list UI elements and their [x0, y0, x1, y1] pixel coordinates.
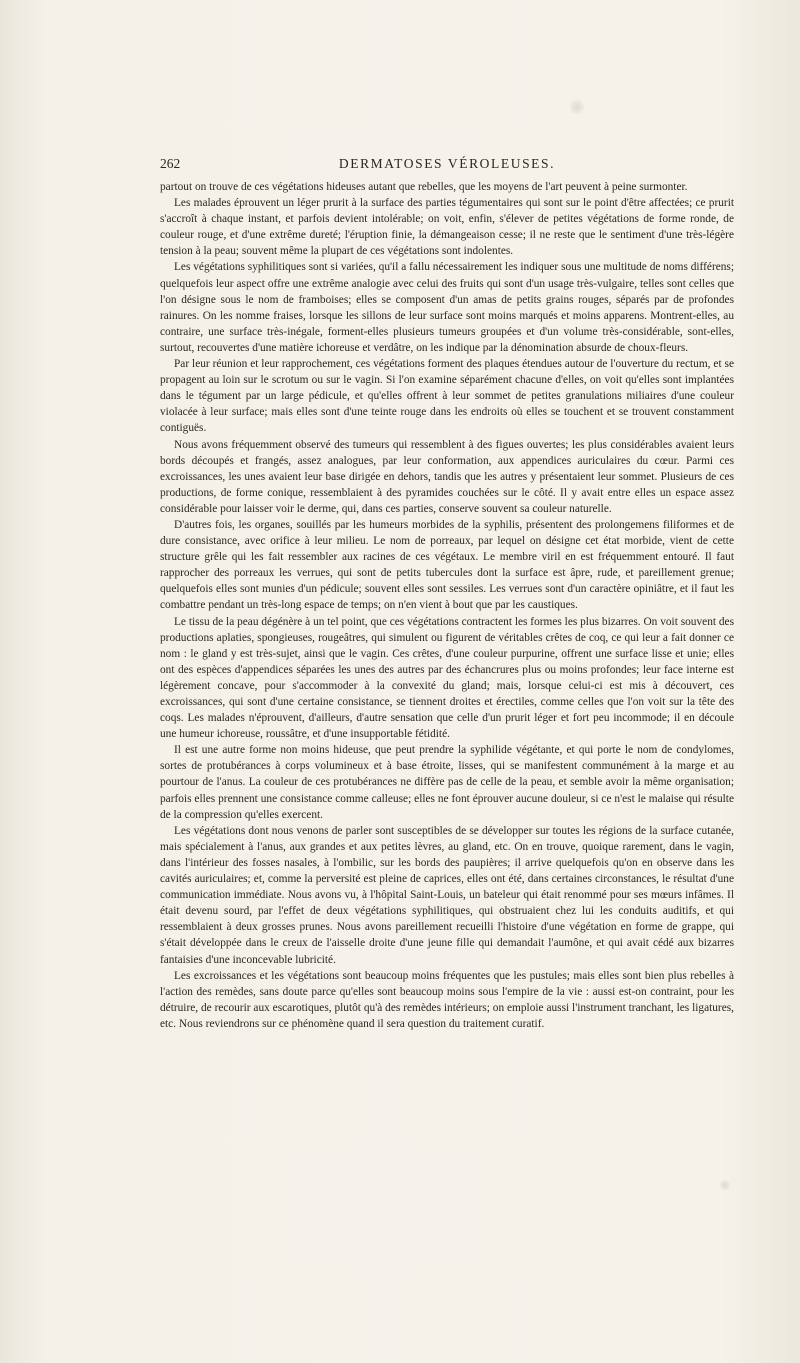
paragraph: Par leur réunion et leur rapprochement, ces végétations forment des plaques étendues autour de l'ouverture du rectum, et se propagent au loin sur le scrotum ou sur le vagin. Si l'on examine séparément chacune d'elles, on voit qu'elles sont implantées dans le tégument par un large pédicule, et qu'elles offrent à leur sommet de petites granulations miliaires d'une couleur violacée à leur surface; mais elles sont d'une teinte rouge dans les endroits où elles se touchent et se trouvent constamment contiguës.	[160, 358, 734, 435]
paragraph: Les excroissances et les végétations sont beaucoup moins fréquentes que les pustules; mais elles sont bien plus rebelles à l'action des remèdes, sans doute parce qu'elles sont beaucoup moins sous l'empire de la vie : aussi est-on contraint, pour les détruire, de recourir aux escarotiques, plutôt qu'à des remèdes intérieurs; on emploie aussi l'instrument tranchant, les ligatures, etc. Nous reviendrons sur ce phénomène quand il sera question du traitement curatif.	[160, 969, 734, 1030]
running-title: DERMATOSES VÉROLEUSES.	[338, 156, 556, 171]
paragraph: Les végétations dont nous venons de parler sont susceptibles de se développer sur toutes les régions de la surface cutanée, mais spécialement à l'anus, aux grandes et aux petites lèvres, au gland, etc. On en trouve, quoique rarement, dans le vagin, dans l'intérieur des fosses nasales, à l'ombilic, sur les bords des paupières; il arrive quelquefois qu'on en observe dans les cavités auriculaires; et, comme la perversité est pleine de caprices, elles ont été, dans certaines circonstances, le résultat d'une communication immédiate. Nous avons vu, à l'hôpital Saint-Louis, un bateleur qui était renommé pour ses mœurs infâmes. Il était devenu sourd, par l'effet de deux végétations syphilitiques, qui obstruaient chez lui les conduits auditifs, et qui ressemblaient à deux grosses prunes. Nous avons pareillement recueilli l'histoire d'une végétation en forme de grappe, qui s'était développée dans le creux de l'aisselle droite d'une jeune fille qui demandait l'aumône, et qui avait cédé aux bizarres fantaisies d'une inconcevable lubricité.	[160, 824, 734, 966]
paragraph: Nous avons fréquemment observé des tumeurs qui ressemblent à des figues ouvertes; les plus considérables avaient leurs bords découpés et frangés, assez analogues, par leur conformation, aux appendices auriculaires du cœur. Parmi ces excroissances, les unes avaient leur base dirigée en dehors, tandis que les autres y présentaient leur sommet. Plusieurs de ces productions, de forme conique, ressemblaient à des pyramides couchées sur le côté. Il y avait entre elles un espace assez considérable pour laisser voir le derme, qui, dans ces parties, conserve souvent sa couleur naturelle.	[160, 438, 734, 515]
page-number: 262	[160, 156, 181, 171]
paragraph: Les végétations syphilitiques sont si variées, qu'il a fallu nécessairement les indiquer sous une multitude de noms différens; quelquefois leur aspect offre une extrême analogie avec celui des fruits qui sont d'un usage très-vulgaire, telles sont celles que l'on désigne sous le nom de framboises; elles se composent d'un amas de petits grains rouges, séparés par de profondes rainures. On les nomme fraises, lorsque les sillons de leur surface sont moins marqués et moins apparens. Montrent-elles, au contraire, une surface très-inégale, forment-elles plusieurs tumeurs groupées et d'un volume très-considérable, sont-elles, surtout, recouvertes d'une matière ichoreuse et verdâtre, on les indique par la dénomination absurde de choux-fleurs.	[160, 261, 734, 354]
paragraph: D'autres fois, les organes, souillés par les humeurs morbides de la syphilis, présentent des prolongemens filiformes et de dure consistance, avec orifice à leur milieu. Le nom de porreaux, par lequel on désigne cet état morbide, vient de cette structure grêle qui les fait ressembler aux racines de ces végétaux. Le membre viril en est fréquemment entouré. Il faut rapprocher des porreaux les verrues, qui sont de petits tubercules dont la surface est âpre, rude, et pareillement grenue; quelquefois elles sont munies d'un pédicule; souvent elles sont sessiles. Les verrues sont d'un caractère opiniâtre, et il faut les combattre pendant un très-long espace de temps; on n'en vient à bout que par les caustiques.	[160, 518, 734, 612]
paragraph: Les malades éprouvent un léger prurit à la surface des parties tégumentaires qui sont sur le point d'être affectées; ce prurit s'accroît à chaque instant, et parfois devient intolérable; on voit, enfin, s'élever de petites végétations de forme ronde, de couleur rouge, et d'une extrême dureté; l'éruption finie, la démangeaison cesse; il ne reste que le sentiment d'une très-légère tension à la peau; souvent même la plupart de ces végétations sont indolentes.	[160, 197, 734, 258]
paper-stain	[570, 100, 584, 114]
page-header	[160, 156, 734, 178]
body-text	[160, 179, 734, 1032]
paragraph: Le tissu de la peau dégénère à un tel point, que ces végétations contractent les formes les plus bizarres. On voit souvent des productions aplaties, spongieuses, rougeâtres, qui simulent ou figurent de véritables crêtes de coq, ce qui leur a fait donner ce nom : le gland y est très-sujet, ainsi que le vagin. Ces crêtes, d'une couleur purpurine, offrent une surface lisse et unie; elles ont des espèces d'appendices séparées les unes des autres par des échancrures plus ou moins profondes; leur face interne est légèrement concave, pour s'accommoder à la convexité du gland; mais, lorsque celui-ci est mis à découvert, ces excroissances, qui sont d'une certaine consistance, se tiennent droites et érectiles, comme celles que l'on voit sur la tête des coqs. Les malades n'éprouvent, d'ailleurs, d'autre sensation que celle d'un prurit léger et fort peu incommode; il en découle une humeur ichoreuse, roussâtre, et d'une insupportable fétidité.	[160, 615, 734, 741]
paragraph: Il est une autre forme non moins hideuse, que peut prendre la syphilide végétante, et qui porte le nom de condylomes, sortes de protubérances à corps volumineux et à base étroite, lisses, qui se manifestent communément à la marge et au pourtour de l'anus. La couleur de ces protubérances ne diffère pas de celle de la peau, et semble avoir la même organisation; parfois elles prennent une consistance comme calleuse; elles ne font éprouver aucune douleur, si ce n'est le malaise qui résulte de la compression qu'elles exercent.	[160, 744, 734, 821]
paragraph: partout on trouve de ces végétations hideuses autant que rebelles, que les moyens de l'art peuvent à peine surmonter.	[160, 181, 688, 193]
paper-stain	[720, 1180, 730, 1190]
